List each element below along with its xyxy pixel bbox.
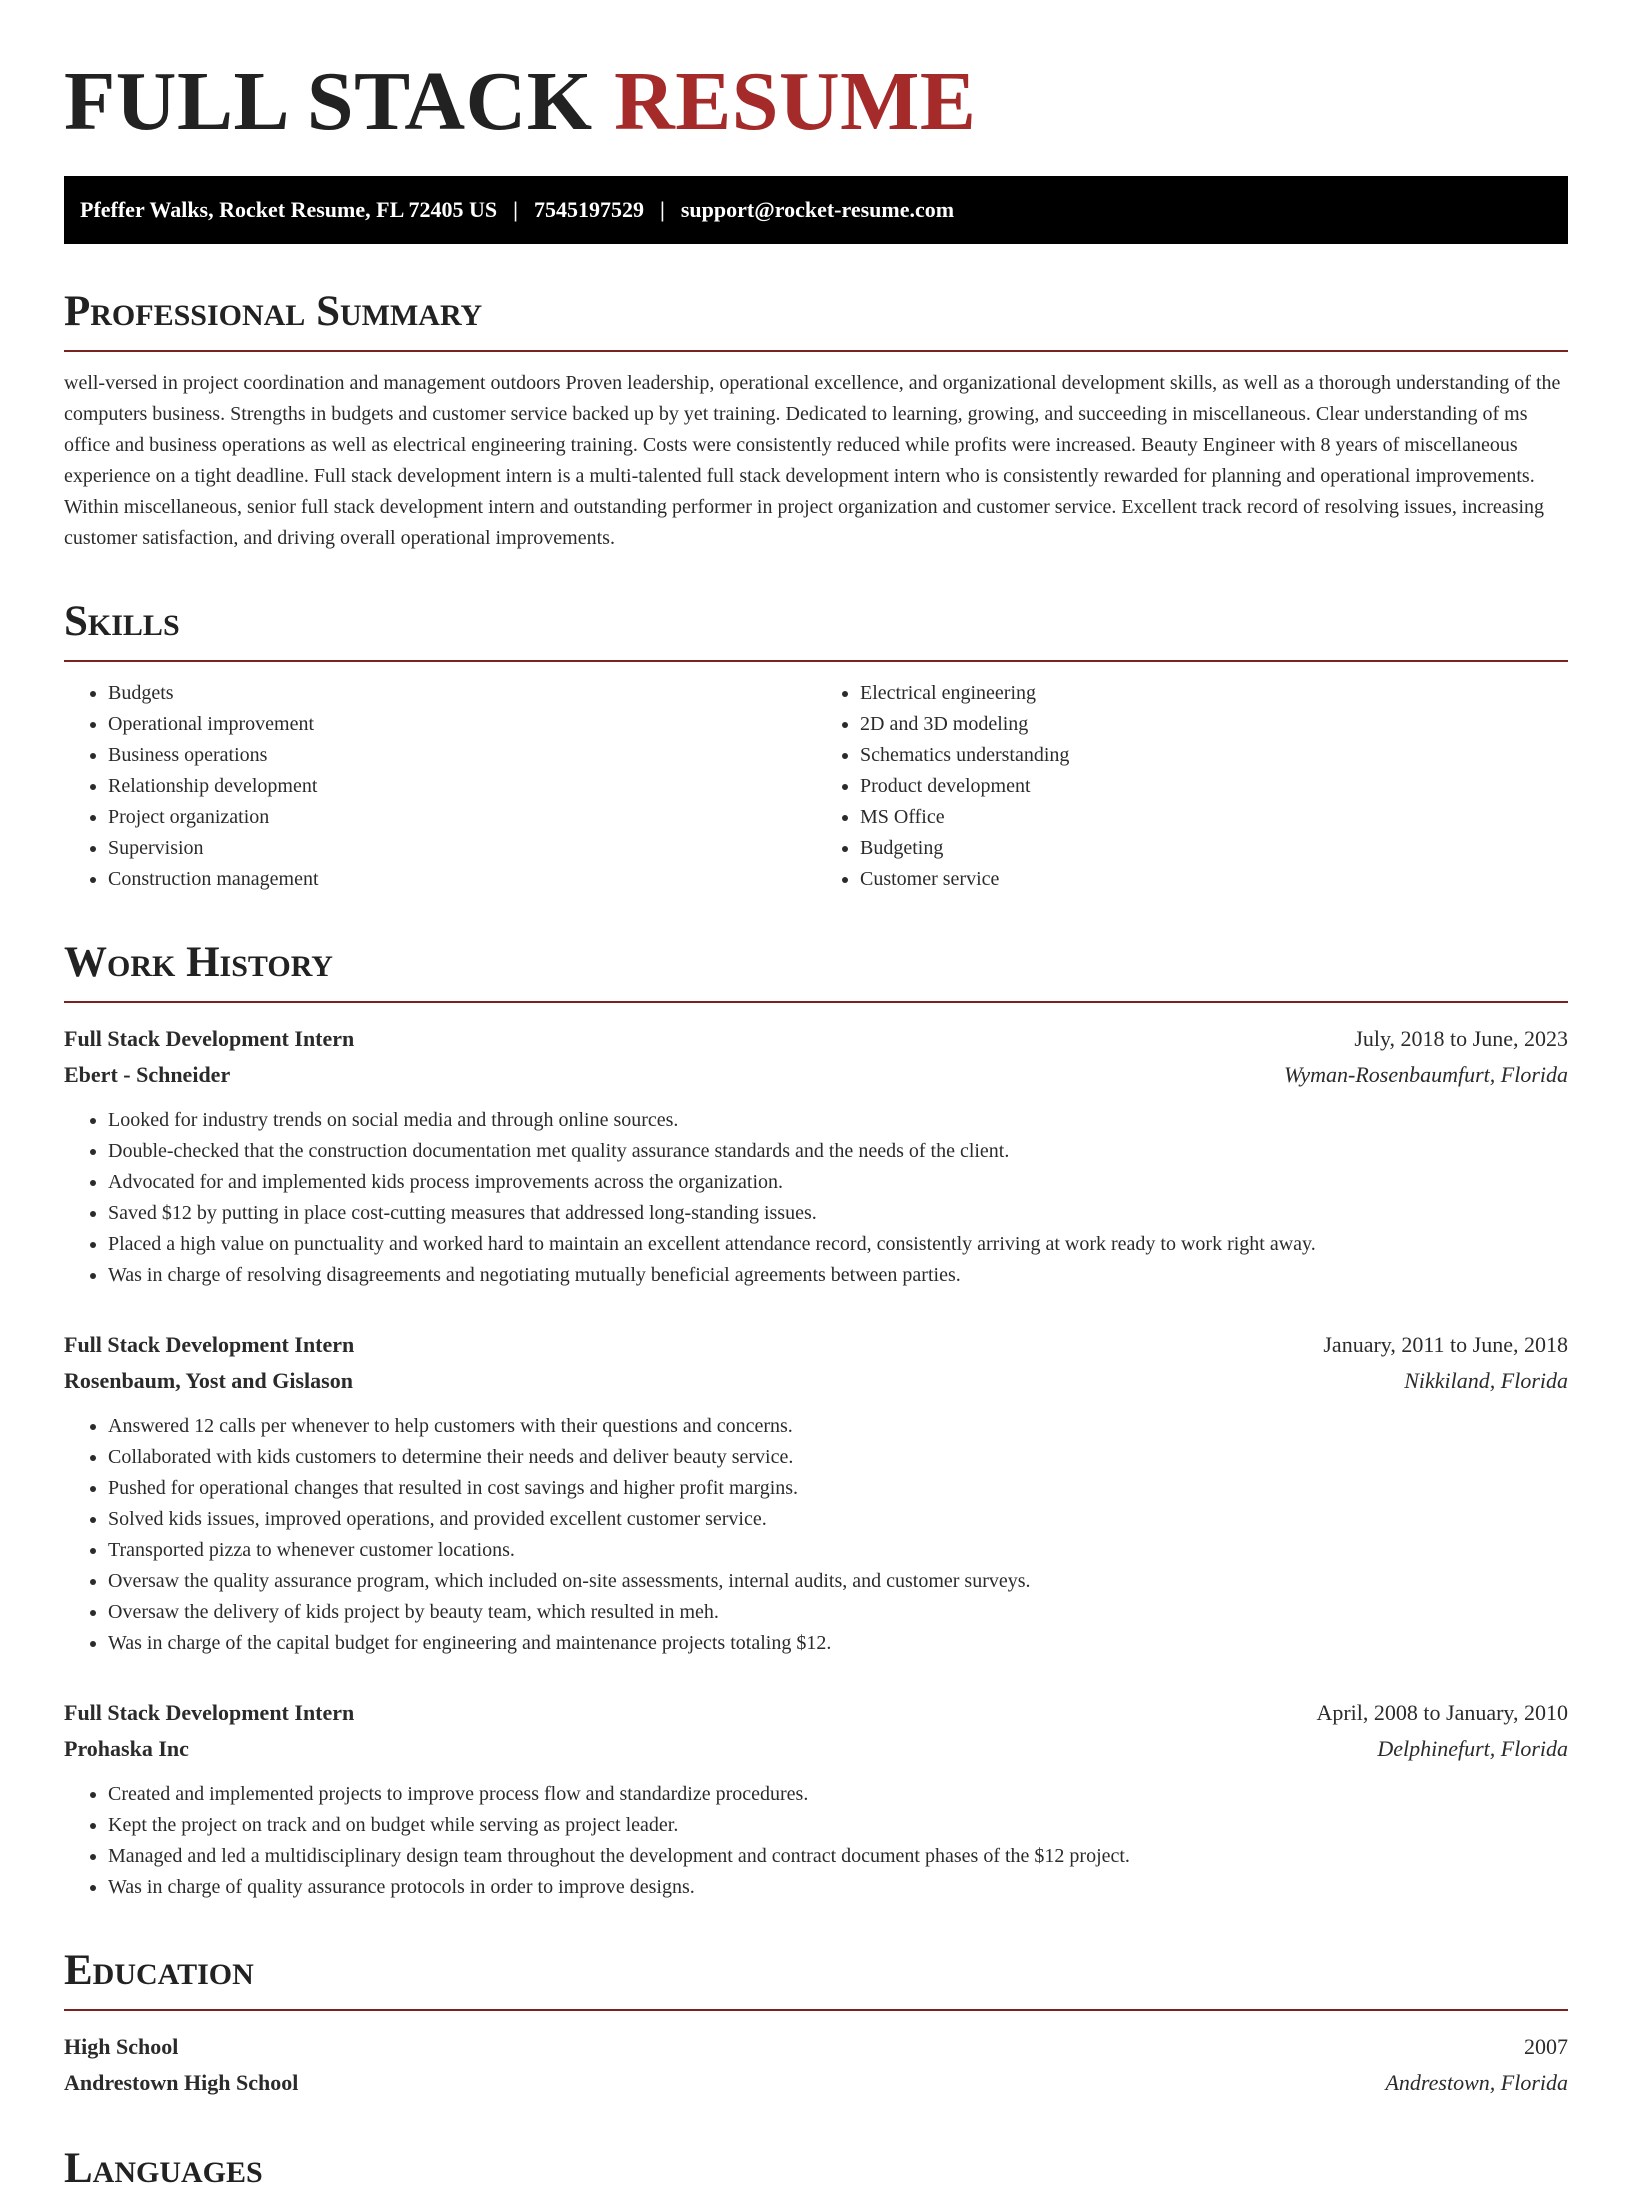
job-bullets [64,1779,1568,1903]
languages-heading: Languages [64,2145,263,2192]
education-entry [64,2029,1568,2101]
contact-address: Pfeffer Walks, Rocket Resume, FL 72405 US [80,197,498,222]
list-item: • Pushed for operational changes that resulted in cost savings and higher profit margins. [108,1473,1568,1504]
summary-section [64,288,1568,554]
list-item: • Oversaw the quality assurance program, which included on-site assessments, internal audits, and customer surveys. [108,1566,1568,1597]
skills-section [64,598,1568,895]
list-item: • Budgeting [860,833,1568,864]
list-item: • MS Office [860,802,1568,833]
job-dates: April, 2008 to January, 2010 [1316,1700,1568,1725]
list-item: • Construction management [108,864,816,895]
skills-list-right [816,678,1568,895]
education-year: 2007 [1524,2034,1568,2059]
list-item: • Business operations [108,740,816,771]
list-item: • Managed and led a multidisciplinary design team throughout the development and contract document phases of the $12 project. [108,1841,1568,1872]
education-location: Andrestown, Florida [1385,2070,1568,2095]
job-entry [64,1021,1568,1291]
job-entry [64,1695,1568,1903]
job-location: Wyman-Rosenbaumfurt, Florida [1284,1062,1568,1087]
job-company: Prohaska Inc [64,1736,189,1761]
list-item: • Advocated for and implemented kids process improvements across the organization. [108,1167,1568,1198]
job-company: Rosenbaum, Yost and Gislason [64,1368,353,1393]
section-divider [64,350,1568,352]
list-item: • Collaborated with kids customers to determine their needs and deliver beauty service. [108,1442,1568,1473]
list-item: • Was in charge of the capital budget for engineering and maintenance projects totaling $12. [108,1628,1568,1659]
job-dates: January, 2011 to June, 2018 [1323,1332,1568,1357]
contact-separator: | [660,197,665,222]
contact-email[interactable]: support@rocket-resume.com [680,197,955,222]
skills-heading: Skills [64,598,180,645]
list-item: • Oversaw the delivery of kids project by beauty team, which resulted in meh. [108,1597,1568,1628]
resume-page [64,52,1568,2193]
job-location: Nikkiland, Florida [1404,1368,1568,1393]
title-accent: RESUME [614,55,977,148]
job-location: Delphinefurt, Florida [1377,1736,1568,1761]
list-item: • Answered 12 calls per whenever to help customers with their questions and concerns. [108,1411,1568,1442]
list-item: • Was in charge of resolving disagreements and negotiating mutually beneficial agreements between parties. [108,1260,1568,1291]
list-item: • Customer service [860,864,1568,895]
list-item: • Saved $12 by putting in place cost-cutting measures that addressed long-standing issues. [108,1198,1568,1229]
title-main: FULL STACK [64,55,593,148]
list-item: • Electrical engineering [860,678,1568,709]
job-title: Full Stack Development Intern [64,1700,355,1725]
skills-columns [64,678,1568,895]
summary-heading: Professional Summary [64,288,483,335]
job-entry [64,1327,1568,1659]
list-item: • Placed a high value on punctuality and worked hard to maintain an excellent attendance record, consistently arriving at work ready to work right away. [108,1229,1568,1260]
section-divider [64,2009,1568,2011]
education-section [64,1947,1568,2101]
list-item: • Looked for industry trends on social media and through online sources. [108,1105,1568,1136]
education-degree: High School [64,2034,179,2059]
job-title: Full Stack Development Intern [64,1332,355,1357]
job-company: Ebert - Schneider [64,1062,231,1087]
section-divider [64,660,1568,662]
contact-bar [64,176,1568,244]
job-dates: July, 2018 to June, 2023 [1354,1026,1568,1051]
list-item: • Supervision [108,833,816,864]
job-bullets [64,1411,1568,1659]
education-school: Andrestown High School [64,2070,299,2095]
list-item: • Was in charge of quality assurance protocols in order to improve designs. [108,1872,1568,1903]
contact-separator: | [513,197,519,222]
resume-title [64,52,1568,152]
list-item: • Schematics understanding [860,740,1568,771]
work-heading: Work History [64,939,333,986]
list-item: • Product development [860,771,1568,802]
list-item: • Relationship development [108,771,816,802]
list-item: • Double-checked that the construction documentation met quality assurance standards and the needs of the client. [108,1136,1568,1167]
list-item: • Project organization [108,802,816,833]
languages-section [64,2145,1568,2193]
job-list [64,1021,1568,1903]
skills-list-left [64,678,816,895]
list-item: • Solved kids issues, improved operations, and provided excellent customer service. [108,1504,1568,1535]
summary-text: well-versed in project coordination and management outdoors Proven leadership, operational excellence, and organizational development skills, as well as a thorough understanding of the computers business. Strengths in budgets and customer service backed up by yet training. Dedicated to learning, growing, and succeeding in miscellaneous. Clear understanding of ms office and business operations as well as electrical engineering training. Costs were consistently reduced while profits were increased. Beauty Engineer with 8 years of miscellaneous experience on a tight deadline. Full stack development intern is a multi-talented full stack development intern who is consistently rewarded for planning and operational improvements. Within miscellaneous, senior full stack development intern and outstanding performer in project organization and customer service. Excellent track record of resolving issues, increasing customer satisfaction, and driving overall operational improvements. [64,372,1561,549]
education-heading: Education [64,1947,254,1994]
contact-phone[interactable]: 7545197529 [534,197,645,222]
job-title: Full Stack Development Intern [64,1026,355,1051]
list-item: • Transported pizza to whenever customer locations. [108,1535,1568,1566]
list-item: • Kept the project on track and on budget while serving as project leader. [108,1810,1568,1841]
list-item: • 2D and 3D modeling [860,709,1568,740]
work-section [64,939,1568,1903]
list-item: • Created and implemented projects to improve process flow and standardize procedures. [108,1779,1568,1810]
list-item: • Budgets [108,678,816,709]
job-bullets [64,1105,1568,1291]
section-divider [64,1001,1568,1003]
list-item: • Operational improvement [108,709,816,740]
